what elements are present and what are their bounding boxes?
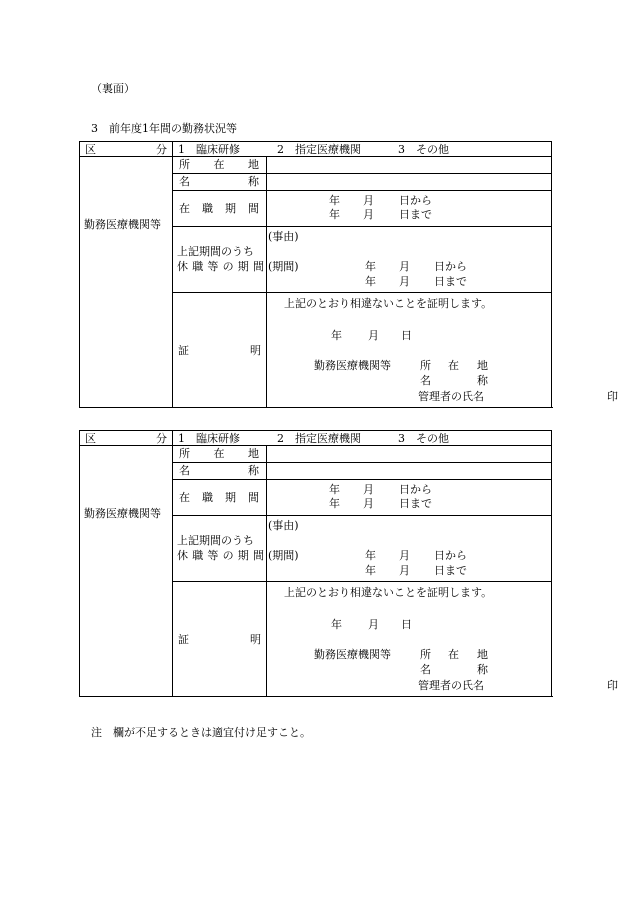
side-label: （裏面） (91, 82, 135, 95)
text-forms-0-institution-period_label-1: 職 (202, 202, 213, 215)
institution-label (80, 446, 173, 697)
text-forms-1-kubun-label_right: 分 (156, 432, 167, 445)
text-forms-1-kubun-label_left: 区 (85, 432, 96, 445)
address-label (173, 446, 267, 463)
text-forms-1-certification-date-0: 年 (331, 618, 342, 631)
kubun-option-2[interactable]: 2 指定医療機関 (277, 432, 361, 445)
text-forms-1-institution-period_lines-1-y: 年 (329, 497, 340, 510)
text-forms-0-institution-period_lines-0-y: 年 (329, 194, 340, 207)
text-forms-1-institution-leave_period_label: (期間) (268, 549, 299, 562)
text-forms-0-institution-period_label-3: 間 (248, 202, 259, 215)
kubun-options[interactable] (173, 431, 552, 446)
name-label (173, 463, 267, 480)
text-forms-1-certification-address-2: 地 (477, 648, 488, 661)
kubun-label (80, 142, 173, 157)
text-forms-1-institution-period_lines-0-y: 年 (329, 483, 340, 496)
seal-mark: 印 (607, 679, 618, 692)
kubun-option-3[interactable]: 3 その他 (398, 432, 449, 445)
text-forms-1-institution-period_label-1: 職 (202, 491, 213, 504)
text-forms-0-institution-leave_period_lines-0-m: 月 (399, 260, 410, 273)
text-forms-0-kubun-label_right: 分 (156, 143, 167, 156)
text-forms-1-institution-address_label-0: 所 (179, 447, 190, 460)
text-forms-1-institution-period_label-3: 間 (248, 491, 259, 504)
period-label (173, 480, 267, 516)
name-label (173, 174, 267, 191)
text-forms-0-certification-date-0: 年 (331, 329, 342, 342)
section-title: 3 前年度1年間の勤務状況等 (91, 122, 237, 135)
text-forms-0-institution-leave_period_lines-0-y: 年 (365, 260, 376, 273)
text-forms-0-certification-label_left: 証 (178, 344, 189, 357)
text-forms-1-institution-leave_label_line2-1: 職 (192, 549, 204, 562)
text-forms-0-institution-leave_period_lines-1-y: 年 (365, 275, 376, 288)
kubun-options[interactable] (173, 142, 552, 157)
text-forms-0-institution-period_lines-0-m: 月 (363, 194, 374, 207)
cert-body (267, 293, 618, 408)
text-forms-1-certification-name-1: 称 (477, 663, 488, 676)
period-label (173, 191, 267, 227)
name-field[interactable] (267, 463, 552, 480)
text-forms-0-institution-period_lines-1-d: 日まで (399, 208, 432, 221)
cert-org-label: 勤務医療機関等 (314, 359, 391, 372)
text-forms-0-institution-leave_label_line2-4: 期 (237, 260, 249, 273)
text-forms-0-institution-name_label-1: 称 (248, 175, 259, 188)
text-forms-1-institution-period_label-2: 期 (225, 491, 236, 504)
text-forms-0-institution-leave_label_line2-1: 職 (192, 260, 204, 273)
address-field[interactable] (267, 446, 552, 463)
text-forms-0-institution-address_label-1: 在 (213, 158, 225, 171)
leave-label (173, 516, 267, 582)
text-forms-0-certification-name-1: 称 (477, 374, 488, 387)
text-forms-0-institution-period_lines-1-m: 月 (363, 208, 374, 221)
text-forms-1-institution-address_label-1: 在 (213, 447, 225, 460)
seal-mark: 印 (607, 390, 618, 403)
text-forms-0-institution-name_label-0: 名 (179, 175, 190, 188)
text-forms-0-institution-leave_period_label: (期間) (268, 260, 299, 273)
leave-field[interactable] (267, 227, 552, 293)
address-label (173, 157, 267, 174)
period-field[interactable] (267, 480, 552, 516)
cert-org-label: 勤務医療機関等 (314, 648, 391, 661)
kubun-option-2[interactable]: 2 指定医療機関 (277, 143, 361, 156)
text-forms-0-certification-label_right: 明 (250, 344, 261, 357)
text-forms-1-certification-address-0: 所 (420, 648, 431, 661)
text-forms-0-certification-address-1: 在 (448, 359, 459, 372)
text-forms-0-institution-period_label-2: 期 (225, 202, 236, 215)
text-forms-1-institution-leave_period_lines-0-m: 月 (399, 549, 410, 562)
text-forms-1-institution-label: 勤務医療機関等 (84, 507, 161, 520)
text-forms-1-institution-leave_period_lines-0-d: 日から (434, 549, 467, 562)
leave-label (173, 227, 267, 293)
text-forms-0-institution-label: 勤務医療機関等 (84, 218, 161, 231)
leave-field[interactable] (267, 516, 552, 582)
text-forms-0-institution-leave_period_lines-0-d: 日から (434, 260, 467, 273)
text-forms-1-institution-name_label-0: 名 (179, 464, 190, 477)
text-forms-0-institution-reason_label: (事由) (268, 230, 299, 243)
cert-label (173, 293, 267, 408)
text-forms-0-institution-leave_label_line1: 上記期間のうち (177, 245, 254, 258)
kubun-option-3[interactable]: 3 その他 (398, 143, 449, 156)
text-forms-0-certification-name-0: 名 (420, 374, 431, 387)
cert-statement: 上記のとおり相違ないことを証明します。 (284, 586, 493, 599)
institution-label (80, 157, 173, 408)
cert-body (267, 582, 618, 697)
text-forms-0-institution-leave_period_lines-1-d: 日まで (434, 275, 467, 288)
footer-note: 注 欄が不足するときは適宜付け足すこと。 (91, 726, 311, 739)
text-forms-1-institution-reason_label: (事由) (268, 519, 299, 532)
text-forms-1-institution-leave_period_lines-1-d: 日まで (434, 564, 467, 577)
text-forms-1-institution-period_lines-0-m: 月 (363, 483, 374, 496)
text-forms-0-kubun-label_left: 区 (85, 143, 96, 156)
text-forms-1-institution-leave_label_line1: 上記期間のうち (177, 534, 254, 547)
text-forms-1-institution-leave_period_lines-0-y: 年 (365, 549, 376, 562)
text-forms-1-institution-leave_label_line2-5: 間 (252, 549, 264, 562)
kubun-option-1[interactable]: 1 臨床研修 (178, 432, 240, 445)
text-forms-0-certification-date-2: 日 (401, 329, 412, 342)
text-forms-0-institution-leave_label_line2-2: 等 (207, 260, 219, 273)
kubun-label (80, 431, 173, 446)
text-forms-1-certification-name-0: 名 (420, 663, 431, 676)
text-forms-1-institution-leave_period_lines-1-y: 年 (365, 564, 376, 577)
text-forms-1-institution-leave_label_line2-3: の (222, 549, 234, 562)
form-table-1 (79, 141, 618, 408)
cert-label (173, 582, 267, 697)
text-forms-0-institution-period_lines-1-y: 年 (329, 208, 340, 221)
text-forms-0-certification-address-2: 地 (477, 359, 488, 372)
text-forms-0-institution-address_label-2: 地 (248, 158, 259, 171)
text-forms-1-certification-label_left: 証 (178, 633, 189, 646)
text-forms-1-institution-leave_label_line2-4: 期 (237, 549, 249, 562)
form-table-2 (79, 430, 618, 697)
text-forms-1-institution-period_lines-0-d: 日から (399, 483, 432, 496)
text-forms-0-institution-leave_label_line2-5: 間 (252, 260, 264, 273)
text-forms-0-institution-address_label-0: 所 (179, 158, 190, 171)
text-forms-1-certification-date-2: 日 (401, 618, 412, 631)
text-forms-1-institution-period_label-0: 在 (179, 491, 190, 504)
text-forms-1-institution-leave_period_lines-1-m: 月 (399, 564, 410, 577)
text-forms-0-institution-leave_period_lines-1-m: 月 (399, 275, 410, 288)
text-forms-1-certification-label_right: 明 (250, 633, 261, 646)
text-forms-1-institution-address_label-2: 地 (248, 447, 259, 460)
text-forms-1-institution-leave_label_line2-0: 休 (177, 549, 188, 562)
cert-statement: 上記のとおり相違ないことを証明します。 (284, 297, 493, 310)
text-forms-0-institution-leave_label_line2-3: の (222, 260, 234, 273)
period-field[interactable] (267, 191, 552, 227)
text-forms-0-institution-period_lines-0-d: 日から (399, 194, 432, 207)
text-forms-0-institution-period_label-0: 在 (179, 202, 190, 215)
text-forms-0-certification-date-1: 月 (368, 329, 379, 342)
text-forms-1-institution-name_label-1: 称 (248, 464, 259, 477)
text-forms-1-certification-manager: 管理者の氏名 (418, 679, 484, 692)
text-forms-1-institution-leave_label_line2-2: 等 (207, 549, 219, 562)
kubun-option-1[interactable]: 1 臨床研修 (178, 143, 240, 156)
text-forms-1-certification-address-1: 在 (448, 648, 459, 661)
text-forms-0-certification-address-0: 所 (420, 359, 431, 372)
text-forms-1-institution-period_lines-1-m: 月 (363, 497, 374, 510)
text-forms-1-certification-date-1: 月 (368, 618, 379, 631)
text-forms-1-institution-period_lines-1-d: 日まで (399, 497, 432, 510)
address-field[interactable] (267, 157, 552, 174)
name-field[interactable] (267, 174, 552, 191)
text-forms-0-certification-manager: 管理者の氏名 (418, 390, 484, 403)
text-forms-0-institution-leave_label_line2-0: 休 (177, 260, 188, 273)
